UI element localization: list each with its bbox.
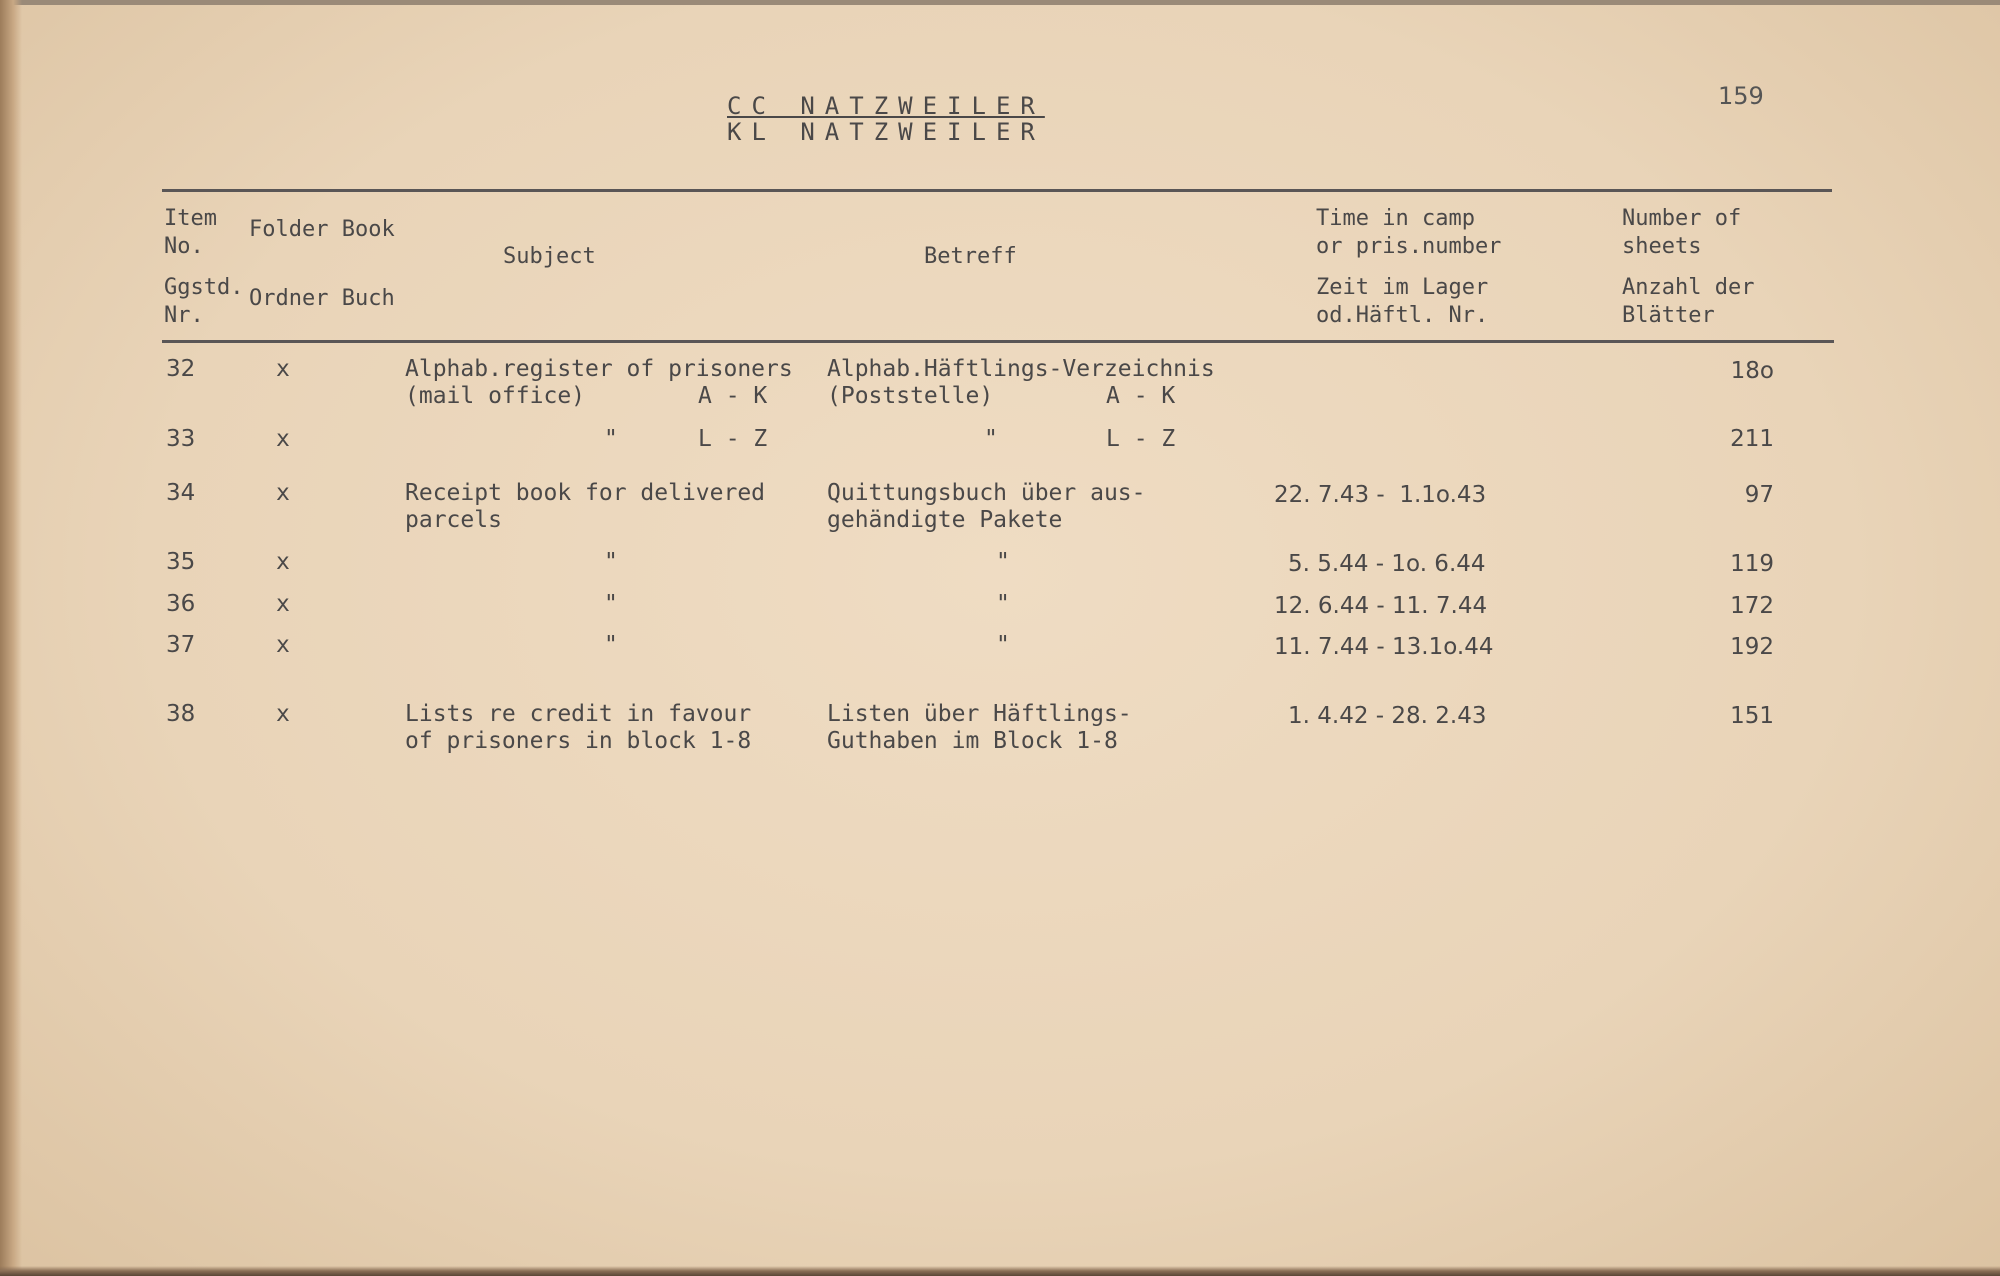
header-anzahl-der-blaetter: Anzahl der Blätter <box>1622 275 1755 328</box>
table-row-folder-mark: x <box>276 701 290 727</box>
table-row-betreff: Quittungsbuch über aus- <box>827 480 1146 506</box>
page-top-edge <box>0 0 2000 5</box>
table-row-betreff-range: L - Z <box>1106 426 1176 452</box>
page-title-en: CC NATZWEILER <box>727 92 1045 120</box>
table-row-time-in-camp: 5. 5.44 - 1o. 6.44 <box>1288 551 1486 577</box>
table-row-subject-cont: of prisoners in block 1-8 <box>405 728 752 754</box>
header-time-in-camp: Time in camp or pris.number <box>1316 206 1502 259</box>
table-row-sheets: 211 <box>1730 426 1774 452</box>
table-row-betreff-range: A - K <box>1106 383 1176 409</box>
table-row-betreff-ditto: " <box>996 632 1010 658</box>
table-row-betreff-cont: gehändigte Pakete <box>827 507 1063 533</box>
table-row-subject-cont: parcels <box>405 507 502 533</box>
header-betreff: Betreff <box>924 244 1017 269</box>
book-spine <box>0 0 22 1276</box>
table-row-item-no: 36 <box>166 591 196 617</box>
table-row-folder-mark: x <box>276 549 290 575</box>
table-row-item-no: 38 <box>166 701 196 727</box>
table-row-sheets: 18o <box>1730 358 1774 384</box>
table-row-subject-ditto: " <box>604 549 618 575</box>
table-row-subject-cont: (mail office) <box>405 383 586 409</box>
header-ordner-buch: Ordner Buch <box>249 286 395 311</box>
table-top-rule <box>162 189 1832 192</box>
table-row-betreff: Alphab.Häftlings-Verzeichnis <box>827 356 1215 382</box>
header-ggstd-nr: Ggstd. Nr. <box>164 275 244 328</box>
table-row-betreff: Listen über Häftlings- <box>827 701 1132 727</box>
page-title-de: KL NATZWEILER <box>727 118 1045 146</box>
table-row-time-in-camp: 22. 7.43 - 1.1o.43 <box>1274 482 1487 508</box>
table-row-item-no: 34 <box>166 480 196 506</box>
table-row-time-in-camp: 1. 4.42 - 28. 2.43 <box>1288 703 1487 729</box>
table-row-sheets: 192 <box>1730 634 1774 660</box>
table-row-item-no: 33 <box>166 426 196 452</box>
header-folder-book: Folder Book <box>249 217 395 242</box>
table-row-subject: Receipt book for delivered <box>405 480 766 506</box>
table-row-subject-ditto: " <box>604 591 618 617</box>
table-row-sheets: 97 <box>1744 482 1774 508</box>
table-row-betreff-ditto: " <box>996 591 1010 617</box>
header-subject: Subject <box>503 244 596 269</box>
table-row-subject-ditto: " <box>604 426 618 452</box>
table-row-subject: Alphab.register of prisoners <box>405 356 793 382</box>
header-zeit-im-lager: Zeit im Lager od.Häftl. Nr. <box>1316 275 1489 328</box>
table-row-subject-range: A - K <box>698 383 768 409</box>
table-row-time-in-camp: 12. 6.44 - 11. 7.44 <box>1274 593 1488 619</box>
table-row-sheets: 151 <box>1730 703 1774 729</box>
table-row-betreff-cont: Guthaben im Block 1-8 <box>827 728 1118 754</box>
table-row-betreff-ditto: " <box>996 549 1010 575</box>
table-row-sheets: 172 <box>1730 593 1774 619</box>
table-row-subject-ditto: " <box>604 632 618 658</box>
page-number: 159 <box>1718 82 1764 110</box>
table-header-rule <box>162 340 1834 343</box>
page-bottom-edge <box>0 1266 2000 1276</box>
table-row-folder-mark: x <box>276 356 290 382</box>
table-row-subject-range: L - Z <box>698 426 768 452</box>
table-row-folder-mark: x <box>276 480 290 506</box>
table-row-folder-mark: x <box>276 426 290 452</box>
table-row-item-no: 32 <box>166 356 196 382</box>
table-row-betreff-ditto: " <box>984 426 998 452</box>
table-row-item-no: 35 <box>166 549 196 575</box>
table-row-time-in-camp: 11. 7.44 - 13.1o.44 <box>1274 634 1494 660</box>
header-item-no: Item No. <box>164 206 217 259</box>
table-row-folder-mark: x <box>276 632 290 658</box>
table-row-betreff-cont: (Poststelle) <box>827 383 994 409</box>
table-row-folder-mark: x <box>276 591 290 617</box>
table-row-sheets: 119 <box>1730 551 1774 577</box>
header-number-of-sheets: Number of sheets <box>1622 206 1742 259</box>
table-row-item-no: 37 <box>166 632 196 658</box>
table-row-subject: Lists re credit in favour <box>405 701 752 727</box>
